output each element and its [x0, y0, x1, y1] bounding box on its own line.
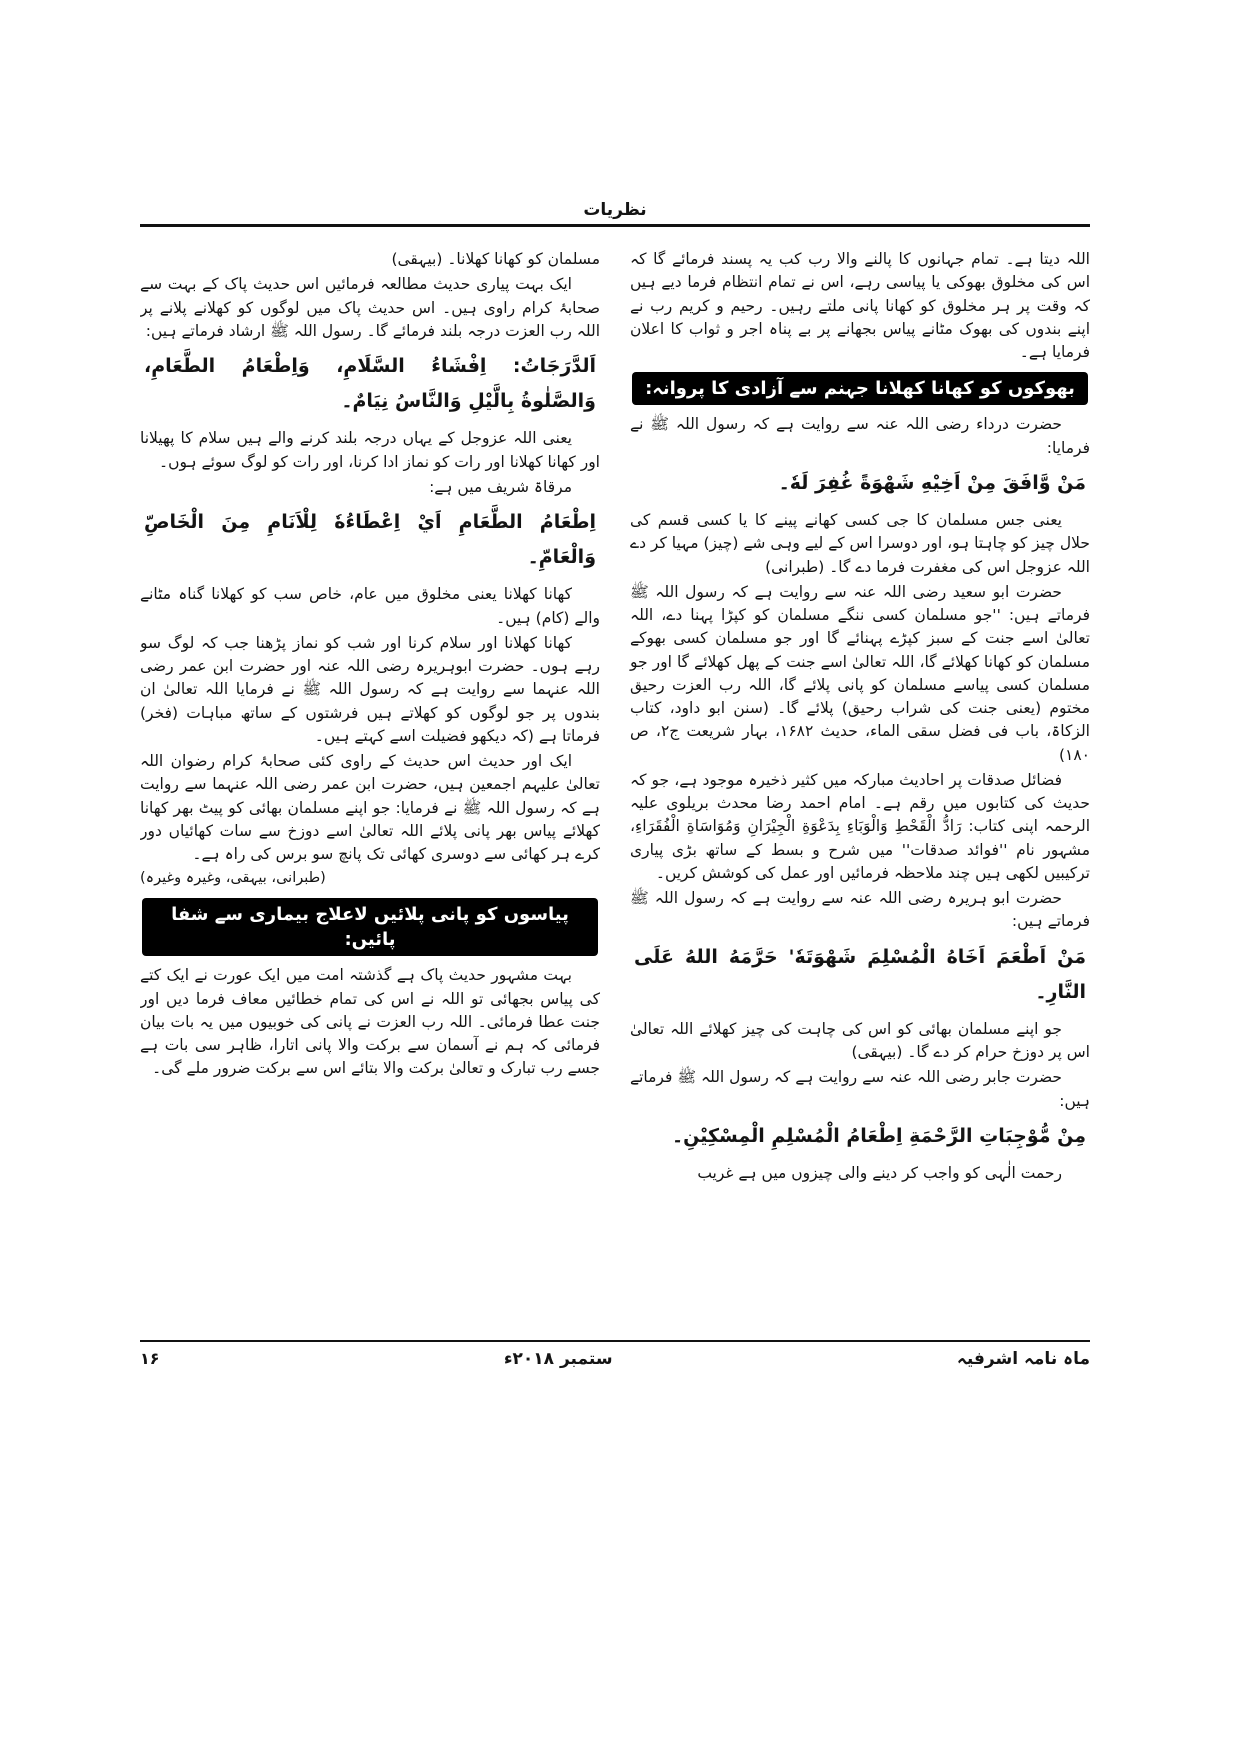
footer-magazine-name: ماہ نامہ اشرفیہ [956, 1349, 1090, 1369]
paragraph: ایک بہت پیاری حدیث مطالعہ فرمائیں اس حدیث پاک کے بہت سے صحابۂ کرام راوی ہیں۔ اس حدیث پاک میں لوگوں کو کھلانے پلانے پر اللہ رب العزت درجہ بلند فرمائے گا۔ رسول اللہ ﷺ ارشاد فرماتے ہیں: [140, 275, 600, 340]
paragraph: حضرت جابر رضی اللہ عنہ سے روایت ہے کہ رسول اللہ ﷺ فرماتے ہیں: [630, 1068, 1090, 1110]
paragraph: حضرت ابو ہریرہ رضی اللہ عنہ سے روایت ہے کہ رسول اللہ ﷺ فرماتے ہیں: [630, 889, 1090, 931]
arabic-quote: مِنْ مُّوْجِبَاتِ الرَّحْمَةِ اِطْعَامُ الْمُسْلِمِ الْمِسْكِيْنِ۔ [671, 1124, 1086, 1147]
footer-rule [140, 1340, 1090, 1342]
page-header-title: نظریات [583, 200, 647, 220]
column-left [140, 248, 600, 1333]
column-right [630, 248, 1090, 1333]
paragraph: جو اپنے مسلمان بھائی کو اس کی چاہت کی چیز کھلائے اللہ تعالیٰ اس پر دوزخ حرام کر دے گا۔ (بیہقی) [630, 1019, 1090, 1062]
footer-page-number: ۱۶ [140, 1349, 160, 1368]
arabic-quote: اَلدَّرَجَاتُ: اِفْشَاءُ السَّلَامِ، وَاِطْعَامُ الطَّعَامِ، وَالصَّلٰوةُ بِالَّيْلِ وَالنَّاسُ نِيَامٌ۔ [144, 355, 596, 413]
paragraph: کھانا کھلانا یعنی مخلوق میں عام، خاص سب کو کھلانا گناہ مٹانے والے (کام) ہیں۔ [140, 585, 600, 627]
paragraph: بہت مشہور حدیث پاک ہے گذشتہ امت میں ایک عورت نے ایک کتے کی پیاس بجھائی تو اللہ نے اس کی تمام خطائیں معاف فرما دیں اور جنت عطا فرمائی۔ اللہ رب العزت نے پانی کی خوبیوں میں یہ بات بیان فرمائی کہ ہم نے آسمان سے برکت والا پانی اتارا، ظاہر سی بات ہے جسے رب تبارک و تعالیٰ برکت والا بتائے اس سے برکت ضرور ملے گی۔ [140, 966, 600, 1078]
section-heading-thirst: پیاسوں کو پانی پلائیں لاعلاج بیماری سے شفا پائیں: [142, 898, 598, 956]
article-body [140, 248, 1090, 1333]
paragraph: فضائل صدقات پر احادیث مبارکہ میں کثیر ذخیرہ موجود ہے، جو کہ حدیث کی کتابوں میں رقم ہے۔ امام احمد رضا محدث بریلوی علیہ الرحمہ اپنی کتاب: رَادُّ الْقَحْطِ وَالْوَبَاءِ بِدَعْوَةِ الْجِيْرَانِ وَمُوَاسَاةِ الْفُقَرَاءِ، مشہور نام ''فوائد صدقات'' میں شرح و بسط کے ساتھ بڑی پیاری ترکیبیں لکھی ہیں چند ملاحظہ فرمائیں اور عمل کی کوشش کریں۔ [630, 770, 1090, 882]
paragraph: حضرت درداء رضی اللہ عنہ سے روایت ہے کہ رسول اللہ ﷺ نے فرمایا: [630, 415, 1090, 457]
paragraph: کھانا کھلانا اور سلام کرنا اور شب کو نماز پڑھنا جب کہ لوگ سو رہے ہوں۔ حضرت ابوہریرہ رضی اللہ عنہ اور حضرت ابن عمر رضی اللہ عنہما سے روایت ہے کہ رسول اللہ ﷺ نے فرمایا اللہ تعالیٰ ان بندوں پر جو لوگوں کو کھلاتے ہیں فرشتوں کے ساتھ مباہات (فخر) فرماتا ہے (کہ دیکھو فضیلت اسے کہتے ہیں۔ [140, 633, 600, 745]
paragraph: یعنی اللہ عزوجل کے یہاں درجہ بلند کرنے والے ہیں سلام کا پھیلانا اور کھانا کھلانا اور رات کو نماز ادا کرنا، اور رات کو لوگ سوئے ہوں۔ [140, 429, 600, 471]
paragraph: رحمت الٰہی کو واجب کر دینے والی چیزوں میں ہے غریب [697, 1164, 1062, 1182]
paragraph: حضرت ابو سعید رضی اللہ عنہ سے روایت ہے کہ رسول اللہ ﷺ فرماتے ہیں: ''جو مسلمان کسی ننگے مسلمان کو کپڑا پہنا دے، اللہ تعالیٰ اسے جنت کے سبز کپڑے پہنائے گا اور جو مسلمان کسی بھوکے مسلمان کو کھانا کھلائے گا، اللہ تعالیٰ اسے جنت کے پھل کھلائے گا اور جو مسلمان کسی پیاسے مسلمان کو پانی پلائے گا، اللہ رب العزت رحیق مختوم (یعنی جنت کی شراب رحیق) پلائے گا۔ (سنن ابو داود، کتاب الزکاۃ، باب فی فضل سقی الماء، حدیث ۱۶۸۲، بہار شریعت ج۲، ص ۱۸۰) [630, 582, 1090, 764]
paragraph: ایک اور حدیث اس حدیث کے راوی کئی صحابۂ کرام رضوان اللہ تعالیٰ علیہم اجمعین ہیں، حضرت ابن عمر رضی اللہ عنہما سے روایت ہے کہ رسول اللہ ﷺ نے فرمایا: جو اپنے مسلمان بھائی کو پیٹ بھر کھانا کھلائے پیاس بھر پانی پلائے اللہ تعالیٰ اسے دوزخ سے سات کھائیاں دور کرے ہر کھائی سے دوسری کھائی تک پانچ سو برس کی راہ ہے۔ [140, 752, 600, 864]
paragraph: اللہ دیتا ہے۔ تمام جہانوں کا پالنے والا رب کب یہ پسند فرمائے گا کہ اس کی مخلوق بھوکی یا پیاسی رہے، اس نے تمام انتظام فرما دیے ہیں کہ وقت پر ہر مخلوق کو کھانا پانی ملتے رہیں۔ رحیم و کریم رب نے اپنے بندوں کی بھوک مٹانے پیاس بجھانے پر بے پناہ اجر و ثواب کا اعلان فرمایا ہے۔ [630, 250, 1090, 361]
paragraph: مسلمان کو کھانا کھلانا۔ (بیہقی) [391, 250, 600, 268]
section-heading-hunger: بھوکوں کو کھانا کھلانا جہنم سے آزادی کا پروانہ: [632, 372, 1088, 405]
paragraph: مرقاۃ شریف میں ہے: [429, 477, 572, 496]
arabic-quote: مَنْ وَّافَقَ مِنْ اَخِيْهِ شَهْوَةً غُفِرَ لَهٗ۔ [778, 471, 1086, 494]
paragraph: یعنی جس مسلمان کا جی کسی کھانے پینے کا یا کسی قسم کی حلال چیز کو چاہتا ہو، اور دوسرا اس کے لیے وہی شے (چیز) مہیا کر دے اللہ عزوجل اس کی مغفرت فرما دے گا۔ (طبرانی) [630, 511, 1090, 576]
header-rule [140, 224, 1090, 227]
footer-issue-date: ستمبر ۲۰۱۸ء [503, 1349, 613, 1369]
reference-note: (طبرانی، بیہقی، وغیرہ وغیرہ) [140, 870, 326, 887]
arabic-quote: اِطْعَامُ الطَّعَامِ اَيْ اِعْطَاءُهٗ لِلْاَنَامِ مِنَ الْخَاصِّ وَالْعَامِّ۔ [144, 511, 596, 569]
page-masthead [140, 200, 1090, 227]
arabic-quote: مَنْ اَطْعَمَ اَخَاهُ الْمُسْلِمَ شَهْوَتَهٗ' حَرَّمَهُ اللهُ عَلَى النَّارِ۔ [634, 945, 1086, 1003]
page-footer [140, 1340, 1090, 1369]
footer-row [140, 1348, 1090, 1369]
